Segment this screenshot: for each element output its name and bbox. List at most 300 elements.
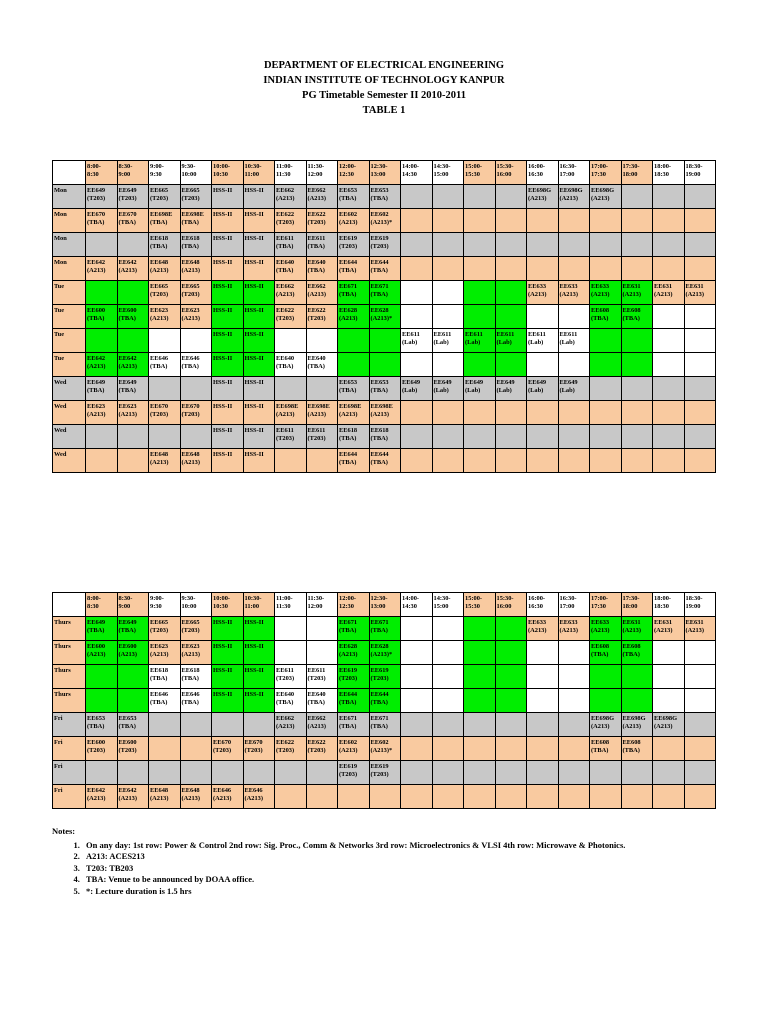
course-venue: (TBA) (118, 315, 136, 323)
course-code: EE698G (591, 715, 615, 722)
course-code: EE665 (150, 187, 169, 194)
course-cell (684, 665, 716, 689)
time-slot-end: 9:30 (150, 171, 162, 179)
course-venue: (A213) (339, 219, 358, 227)
course-code: EE662 (276, 283, 295, 290)
course-cell (653, 665, 685, 689)
course-cell (527, 353, 559, 377)
course-code: EE611 (276, 667, 294, 674)
course-code: EE640 (307, 259, 326, 266)
course-cell (369, 425, 401, 449)
course-cell (243, 401, 275, 425)
course-cell (212, 761, 244, 785)
course-cell (495, 617, 527, 641)
course-cell (306, 713, 338, 737)
course-code: EE619 (370, 235, 389, 242)
course-code: HSS-II (244, 403, 264, 410)
time-slot-start: 15:00- (465, 595, 483, 602)
time-slot-start: 11:00- (276, 163, 293, 170)
course-cell (117, 233, 149, 257)
course-cell (212, 209, 244, 233)
course-cell (621, 329, 653, 353)
day-label: Thurs (53, 665, 86, 689)
time-slot-end: 11:00 (244, 603, 260, 611)
course-code: EE633 (559, 283, 578, 290)
course-venue: (A213) (528, 627, 547, 635)
course-cell (212, 353, 244, 377)
time-slot-header (86, 593, 118, 617)
course-cell (558, 713, 590, 737)
time-slot-header (243, 161, 275, 185)
course-code: EE602 (370, 211, 389, 218)
time-slot-end: 17:00 (559, 171, 575, 179)
course-cell (464, 737, 496, 761)
course-cell (369, 233, 401, 257)
time-slot-header (464, 593, 496, 617)
course-code: EE698E (276, 403, 299, 410)
course-cell (621, 425, 653, 449)
time-slot-start: 9:00- (150, 163, 164, 170)
course-venue: (A213) (307, 291, 326, 299)
course-code: HSS-II (244, 331, 264, 338)
course-cell (275, 233, 307, 257)
course-cell (527, 401, 559, 425)
course-cell (338, 281, 370, 305)
course-cell (558, 329, 590, 353)
time-slot-end: 16:30 (528, 603, 543, 611)
course-cell (117, 209, 149, 233)
course-code: EE644 (339, 259, 358, 266)
course-venue: (A213) (559, 195, 578, 203)
course-cell (149, 785, 181, 809)
course-cell (212, 617, 244, 641)
day-label: Wed (53, 377, 86, 401)
course-cell (212, 713, 244, 737)
course-cell (495, 305, 527, 329)
course-cell (590, 617, 622, 641)
course-venue: (Lab) (465, 339, 481, 347)
course-cell (306, 401, 338, 425)
course-code: EE633 (591, 283, 610, 290)
course-cell (149, 761, 181, 785)
course-cell (306, 641, 338, 665)
course-cell (243, 185, 275, 209)
course-cell (590, 305, 622, 329)
course-venue: (TBA) (181, 219, 199, 227)
course-cell (338, 233, 370, 257)
time-slot-header (369, 593, 401, 617)
course-cell (464, 377, 496, 401)
course-cell (306, 257, 338, 281)
course-code: HSS-II (213, 331, 233, 338)
timetable-row (53, 761, 716, 785)
course-code: EE611 (307, 235, 326, 242)
time-slot-start: 10:00- (213, 595, 231, 602)
course-cell (86, 713, 118, 737)
course-venue: (A213) (307, 195, 326, 203)
time-slot-end: 18:30 (654, 603, 669, 611)
course-code: EE653 (370, 187, 389, 194)
course-cell (590, 785, 622, 809)
course-venue: (T203) (370, 675, 389, 683)
course-cell (180, 257, 212, 281)
course-cell (275, 305, 307, 329)
course-venue: (T203) (370, 771, 389, 779)
course-cell (212, 185, 244, 209)
course-cell (243, 209, 275, 233)
course-venue: (TBA) (181, 675, 199, 683)
course-cell (684, 233, 716, 257)
day-label: Fri (53, 761, 86, 785)
course-code: EE618 (150, 235, 169, 242)
course-venue: (A213) (622, 291, 641, 299)
course-venue: (TBA) (150, 699, 168, 707)
course-cell (117, 425, 149, 449)
time-slot-start: 9:30- (181, 595, 196, 602)
course-cell (590, 401, 622, 425)
course-cell (275, 737, 307, 761)
course-cell (432, 209, 464, 233)
course-venue: (A213) (559, 627, 578, 635)
course-cell (180, 233, 212, 257)
time-slot-end: 9:00 (118, 171, 131, 179)
timetable-row (53, 185, 716, 209)
course-cell (653, 761, 685, 785)
course-cell (590, 377, 622, 401)
course-venue: (A213) (307, 411, 326, 419)
course-cell (117, 305, 149, 329)
course-cell (149, 425, 181, 449)
course-cell (495, 401, 527, 425)
course-code: EE644 (370, 451, 389, 458)
course-code: EE628 (370, 643, 389, 650)
course-cell (243, 641, 275, 665)
course-code: EE662 (276, 715, 295, 722)
course-code: HSS-II (244, 643, 264, 650)
course-code: EE662 (276, 187, 295, 194)
course-cell (180, 785, 212, 809)
course-cell (432, 329, 464, 353)
course-venue: (A213) (181, 795, 200, 803)
course-code: EE640 (307, 355, 326, 362)
course-cell (275, 689, 307, 713)
course-code: EE640 (276, 355, 295, 362)
time-slot-start: 15:30- (496, 163, 514, 170)
course-code: EE602 (339, 211, 358, 218)
time-slot-end: 11:00 (244, 171, 260, 179)
course-cell (401, 785, 433, 809)
course-cell (243, 353, 275, 377)
course-venue: (T203) (244, 747, 263, 755)
course-cell (86, 689, 118, 713)
course-code: EE623 (150, 643, 169, 650)
course-venue: (TBA) (370, 291, 388, 299)
course-code: EE611 (402, 331, 420, 338)
time-slot-start: 18:00- (654, 595, 672, 602)
time-slot-header (212, 161, 244, 185)
time-slot-end: 18:30 (654, 171, 669, 179)
course-cell (432, 785, 464, 809)
course-venue: (A213) (591, 627, 610, 635)
course-code: HSS-II (244, 355, 264, 362)
course-cell (590, 425, 622, 449)
time-slot-start: 14:30- (433, 595, 451, 602)
course-cell (558, 209, 590, 233)
course-cell (338, 665, 370, 689)
time-slot-header (621, 161, 653, 185)
course-cell (653, 689, 685, 713)
course-code: EE649 (465, 379, 484, 386)
course-cell (243, 737, 275, 761)
time-slot-end: 10:00 (181, 171, 197, 179)
course-code: EE600 (118, 739, 137, 746)
time-slot-end: 15:00 (433, 171, 449, 179)
timetable-row (53, 737, 716, 761)
course-cell (527, 785, 559, 809)
time-slot-end: 18:00 (622, 603, 638, 611)
course-cell (117, 641, 149, 665)
course-cell (495, 737, 527, 761)
course-code: EE611 (465, 331, 483, 338)
time-slot-start: 10:30- (244, 595, 262, 602)
course-cell (653, 737, 685, 761)
course-cell (495, 329, 527, 353)
course-cell (684, 785, 716, 809)
time-slot-header (495, 593, 527, 617)
course-cell (495, 233, 527, 257)
course-venue: (A213) (181, 267, 200, 275)
course-code: EE648 (150, 451, 169, 458)
course-code: HSS-II (213, 619, 233, 626)
time-slot-end: 12:00 (307, 171, 323, 179)
course-cell (432, 665, 464, 689)
course-code: EE619 (370, 763, 389, 770)
course-venue: (TBA) (307, 699, 325, 707)
course-code: HSS-II (244, 187, 264, 194)
course-cell (243, 785, 275, 809)
course-venue: (Lab) (433, 387, 449, 395)
course-code: EE649 (559, 379, 578, 386)
course-code: EE618 (339, 427, 358, 434)
course-cell (653, 185, 685, 209)
course-code: EE622 (276, 739, 295, 746)
course-cell (306, 449, 338, 473)
course-cell (117, 689, 149, 713)
course-cell (558, 185, 590, 209)
time-slot-end: 8:30 (87, 171, 99, 179)
course-code: EE662 (307, 715, 326, 722)
course-cell (243, 377, 275, 401)
course-cell (621, 257, 653, 281)
course-cell (621, 785, 653, 809)
course-code: EE608 (622, 643, 641, 650)
time-slot-start: 14:30- (433, 163, 451, 170)
course-cell (621, 305, 653, 329)
course-cell (495, 377, 527, 401)
course-cell (558, 737, 590, 761)
time-slot-header (275, 161, 307, 185)
course-venue: (A213) (276, 291, 295, 299)
course-venue: (TBA) (118, 387, 136, 395)
timetable-table-1 (52, 160, 716, 473)
course-cell (495, 665, 527, 689)
course-code: EE640 (307, 691, 326, 698)
course-cell (432, 713, 464, 737)
time-slot-start: 14:00- (402, 595, 420, 602)
course-cell (212, 233, 244, 257)
course-cell (243, 713, 275, 737)
course-cell (495, 689, 527, 713)
course-cell (621, 713, 653, 737)
course-code: EE665 (150, 283, 169, 290)
course-code: EE665 (181, 187, 200, 194)
course-cell (621, 689, 653, 713)
course-venue: (TBA) (307, 267, 325, 275)
course-cell (86, 761, 118, 785)
course-venue: (A213) (591, 291, 610, 299)
course-code: EE649 (402, 379, 421, 386)
course-code: EE698E (307, 403, 330, 410)
course-code: HSS-II (213, 187, 233, 194)
course-code: EE670 (150, 403, 169, 410)
course-cell (653, 425, 685, 449)
course-cell (369, 281, 401, 305)
time-slot-end: 17:00 (559, 603, 575, 611)
course-code: HSS-II (244, 211, 264, 218)
course-code: EE623 (181, 643, 200, 650)
course-cell (306, 689, 338, 713)
time-slot-header (401, 593, 433, 617)
course-cell (432, 377, 464, 401)
course-cell (401, 353, 433, 377)
course-code: HSS-II (244, 691, 264, 698)
time-slot-header (653, 161, 685, 185)
course-venue: (TBA) (370, 195, 388, 203)
time-slot-start: 9:30- (181, 163, 196, 170)
course-cell (369, 737, 401, 761)
course-code: EE646 (150, 355, 169, 362)
course-cell (401, 761, 433, 785)
course-cell (86, 185, 118, 209)
time-slot-start: 17:00- (591, 595, 609, 602)
course-cell (558, 377, 590, 401)
course-code: EE671 (339, 619, 358, 626)
time-slot-header (117, 593, 149, 617)
course-code: EE648 (150, 259, 169, 266)
time-slot-header (684, 593, 716, 617)
course-cell (243, 329, 275, 353)
course-cell (180, 449, 212, 473)
course-code: EE618 (181, 235, 200, 242)
course-cell (558, 257, 590, 281)
course-cell (590, 689, 622, 713)
course-venue: (TBA) (591, 747, 609, 755)
course-cell (621, 761, 653, 785)
course-cell (243, 305, 275, 329)
note-item: 3. T203: TB203 (82, 863, 625, 875)
course-cell (243, 233, 275, 257)
course-cell (338, 761, 370, 785)
course-cell (86, 641, 118, 665)
course-code: EE648 (181, 787, 200, 794)
course-code: HSS-II (213, 427, 233, 434)
course-code: EE646 (213, 787, 232, 794)
course-cell (495, 449, 527, 473)
course-cell (180, 209, 212, 233)
course-venue: (A213) (622, 723, 641, 731)
course-venue: (A213)* (370, 219, 393, 227)
course-code: EE671 (370, 619, 389, 626)
course-venue: (T203) (118, 195, 137, 203)
course-cell (212, 329, 244, 353)
course-venue: (A213) (150, 795, 169, 803)
course-cell (432, 641, 464, 665)
course-cell (369, 689, 401, 713)
course-cell (149, 617, 181, 641)
timetable-row (53, 329, 716, 353)
course-cell (495, 209, 527, 233)
course-venue: (TBA) (150, 675, 168, 683)
time-slot-header (401, 161, 433, 185)
course-code: EE649 (87, 187, 106, 194)
time-slot-end: 9:30 (150, 603, 162, 611)
course-cell (338, 353, 370, 377)
time-slot-start: 10:30- (244, 163, 262, 170)
course-venue: (A213) (150, 459, 169, 467)
time-slot-header (558, 593, 590, 617)
course-cell (338, 617, 370, 641)
course-code: HSS-II (213, 283, 233, 290)
course-cell (653, 617, 685, 641)
course-cell (401, 617, 433, 641)
course-cell (590, 713, 622, 737)
course-cell (117, 401, 149, 425)
course-cell (180, 401, 212, 425)
course-cell (369, 785, 401, 809)
course-cell (432, 425, 464, 449)
course-code: EE631 (654, 619, 673, 626)
timetable-row (53, 353, 716, 377)
course-code: HSS-II (213, 667, 233, 674)
course-code: EE653 (339, 379, 358, 386)
course-cell (149, 185, 181, 209)
course-code: EE648 (181, 451, 200, 458)
time-slot-header (180, 593, 212, 617)
course-cell (149, 449, 181, 473)
time-header-row (53, 161, 716, 185)
course-cell (306, 377, 338, 401)
course-code: EE619 (339, 235, 358, 242)
course-cell (401, 329, 433, 353)
time-slot-header (590, 161, 622, 185)
course-venue: (TBA) (276, 699, 294, 707)
course-venue: (TBA) (370, 459, 388, 467)
time-slot-end: 18:00 (622, 171, 638, 179)
course-cell (275, 617, 307, 641)
time-slot-end: 10:00 (181, 603, 197, 611)
time-slot-start: 12:00- (339, 595, 357, 602)
course-cell (684, 425, 716, 449)
course-code: EE623 (150, 307, 169, 314)
course-venue: (TBA) (622, 315, 640, 323)
course-code: HSS-II (213, 235, 233, 242)
course-venue: (A213) (654, 291, 673, 299)
course-cell (495, 761, 527, 785)
course-cell (464, 401, 496, 425)
course-venue: (A213) (150, 651, 169, 659)
course-venue: (TBA) (150, 219, 168, 227)
course-cell (369, 353, 401, 377)
